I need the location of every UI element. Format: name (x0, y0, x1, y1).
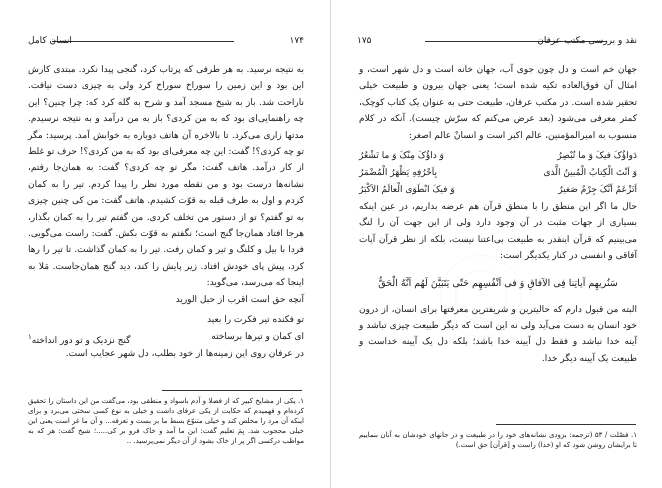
body-paragraph: البته من قبول دارم که حالیترین و شریفترین معرفتها برای انسان، از درون خود انسان به دست می‌آید ولی نه این است که دیگر طبیعت چیزی تباشد و آینه خدا نباشد و فقط دل آیینه خدا باشد؛ بلکه دل یک آیینه خداست و طبیعت یک آیینه دیگر خدا. (359, 304, 637, 364)
body-paragraph: به نتیجه نرسید. به هر طرفی که پرتاب کرد، گنجی پیدا نکرد. مبتدی کارش این بود و این زمین را سوراخ سوراخ کرد ولی به چیزی دست نیافت. ناراحت شد. باز به شیخ مسجد آمد و شرح به گله کرد که: چرا چنین؟ این چه راهنمایی‌ای بود که به من کردی؟ باز به من درآمد و به نتیجه نرسیدم. مدتها زاری می‌کرد. تا بالاخره آن هاتف دوباره به خوابش آمد. پرسید: مگر تو چه کردی؟! گفت: این چه معرفی‌ای بود که به من کردی؟! حرف تو غلط از کار درآمد. هاتف گفت: مگر تو چه کردی؟ گفت: به همان‌جا رفتم، نشانه‌ها درست بود و من نقطه مورد نظر را پیدا کردم. تیر را به کمان کردم و اول به طرف قبله به قوّت کشیدم. هاتف گفت: من کی چنین چیزی به تو گفتم؟ تو از دستور من تخلف کردی. من گفتم تیر را به کمان بگذار، هرجا افتاد همان‌جا گنج است؛ نگفتم به قوّت بکش. گفت: راست می‌گویی. فردا با بیل و کلنگ و تیر و کمان رفت. تیر را به کمان گذاشت. تا تیر را رها کرد، پیش پای خودش افتاد. زیر پایش را کند، دید گنج همان‌جاست. مَلا به اینجا که می‌رسد، می‌گوید: (28, 65, 304, 289)
hemistich: بِاَحْرُفِهِ یَظْهَرُ الْمُضْمَرُ (359, 168, 438, 179)
hemistich: ای کمان و تیرها برساخته (211, 332, 304, 343)
running-title: نقد و بررسی مکتب عرفان (537, 36, 637, 46)
page-number: ۱۷۴ (289, 36, 304, 46)
hemistich: وَ داؤُکَ مِنْکَ وَ ما تَشْعُرُ (359, 151, 444, 162)
hemistich: وَ اَنْتَ الْکِتابُ الْمُبینُ الَّذی (543, 168, 637, 179)
page-body (28, 62, 304, 363)
library-stamp-watermark (440, 255, 522, 337)
hemistich: وَ فیکَ انْطَوَی الْعالَمُ الاَکْبَرُ (359, 185, 455, 196)
body-paragraph: آنچه حق است اقرب از حبل الورید (175, 294, 304, 305)
hemistich: دَواؤُکَ فیکَ وَ ما تُبْصِرُ (557, 151, 637, 162)
hemistich: گنج نزدیک و تو دور انداخته$^۱$ (28, 333, 131, 347)
stamp-inner-ring (455, 270, 507, 322)
footnote-rule (496, 424, 636, 425)
page-header (357, 34, 637, 48)
footnote-marker: ۱ (28, 333, 32, 342)
body-paragraph: حال ما اگر این منطق را با منطق قرآن هم عرضه بداریم، در عین اینکه بسیاری از جهات مثبت در آن وجود دارد ولی از این جهت آن را لنگ می‌بینیم که قرآن اینقدر به طبیعت بی‌اعتنا نیست، بلکه از نظر قرآن آیات آفاقی و انفسی در کنار یکدیگر است: (359, 202, 637, 262)
arabic-poem (359, 148, 637, 199)
header-rule (52, 41, 234, 42)
poem-line (359, 148, 637, 165)
footnote: ۱. یکی از مشایخ کبیر که از فضلا و آدم باسواد و منطقی بود، می‌گفت من این داستان را تحقیق کرده‌ام و فهمیدم که حکایت از یکی عرفای داشت و خیلی به نوع کسی سختی می‌برد و برای اینکه آن مرد را مخلص کند و خیلی متنوّع بسط ما بر بست و تعرفه... و آن ما غر است یعنی این خیلی محجوب شد. بِمَ تعلیم گفت: این ما آمد و خاک فرو بر کی.....؛ شیخ گفت: هر که به مواظب درکسی اگر پر از خاک بشود از آن دیگر نمی‌پرسید. .. (28, 397, 304, 445)
hemistich: اَتَزْعَمُ اَنَّکَ جِرْمٌ صَغیرٌ (558, 185, 637, 196)
page-number: ۱۷۵ (357, 36, 372, 46)
body-paragraph: در عرفان روی این زمینه‌ها از خود بطلب، دل شهر عجایب است. (65, 349, 304, 360)
poem-line (28, 312, 304, 329)
body-paragraph: جهان خم است و دل چون جوی آب، جهان خانه است و دل شهر است، و امثال آن فوق‌العاده تکیه شده است؛ یعنی جهان بیرون و طبیعت خیلی تحقیر شده است. در مکتب عرفان، طبیعت حتی به عنوان یک کتاب کوچک، کمتر معرفی می‌شود (بعد عرض می‌کنم که سرّش چیست). آنکه در کلام منسوب به امیرالمؤمنین، عالم اکبر است و انسانْ عالم اصغر: (359, 65, 637, 141)
footnote: ۱. فصّلت / ۵۳ (ترجمه: بزودی نشانه‌های خود را در طبیعت و در جانهای خودشان به آنان بنماییم تا برایشان روشن شود که او (خدا) راست و [قرآن] حق است.) (359, 431, 637, 449)
poem-line (28, 329, 304, 346)
poem-line (359, 165, 637, 182)
footnote-rule (162, 390, 302, 391)
poem (28, 312, 304, 346)
right-page (331, 0, 662, 488)
page-header (28, 34, 304, 48)
quran-verse: سَنُریهِم آیاتِنا فِی الآفاقِ وَ فی اَنْفُسِهِم حَتّی یَتَبَیَّنَ لَهُم اَنَّهُ الْحَقُّ (378, 277, 618, 289)
hemistich: تو فکنده تیر فکرت را بعید (207, 315, 304, 326)
running-title: انسان کامل (28, 36, 72, 46)
poem-line (359, 182, 637, 199)
